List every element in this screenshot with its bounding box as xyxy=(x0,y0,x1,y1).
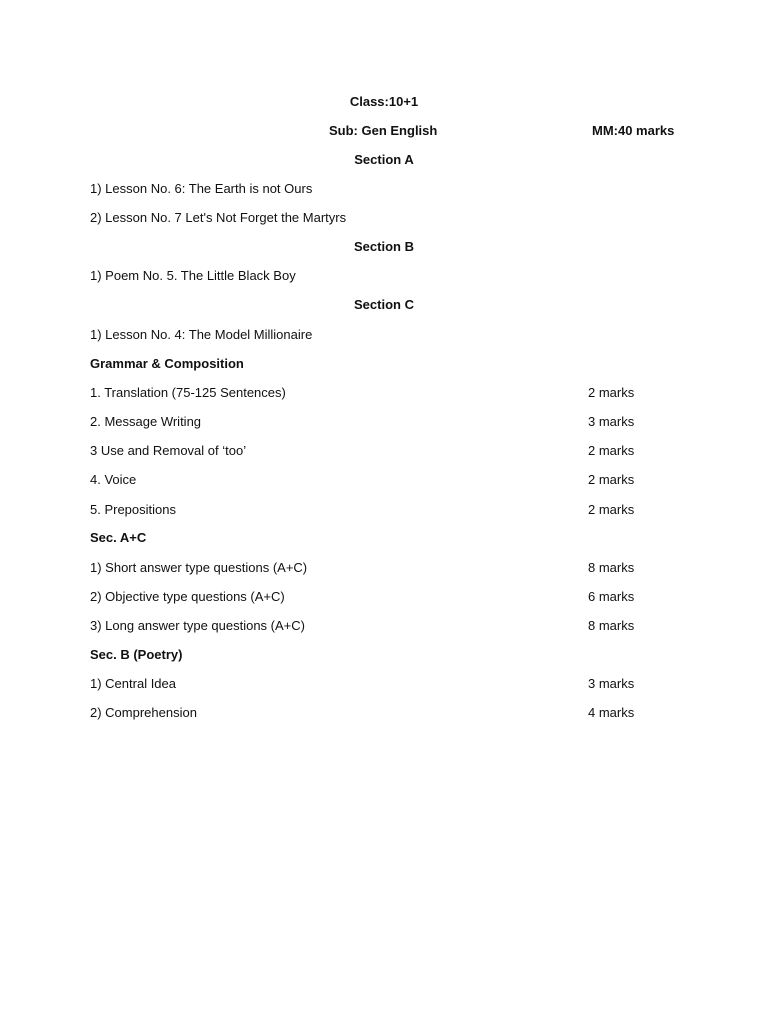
grammar-heading: Grammar & Composition xyxy=(90,356,244,371)
sec-ac-item-marks: 8 marks xyxy=(588,560,635,575)
grammar-item-marks: 2 marks xyxy=(588,502,635,517)
grammar-item-marks: 2 marks xyxy=(588,472,635,487)
section-b-heading: Section B xyxy=(354,239,414,254)
section-c-heading: Section C xyxy=(354,297,414,312)
sec-b-poetry-item-marks: 4 marks xyxy=(588,705,635,720)
sec-b-poetry-heading: Sec. B (Poetry) xyxy=(90,647,183,662)
subject-label: Sub: Gen English xyxy=(329,123,438,138)
sec-b-poetry-item-label: 2) Comprehension xyxy=(90,705,197,720)
max-marks-label: MM:40 marks xyxy=(592,123,675,138)
grammar-item-marks: 2 marks xyxy=(588,443,635,458)
sec-ac-item-marks: 6 marks xyxy=(588,589,635,604)
section-a-item: 1) Lesson No. 6: The Earth is not Ours xyxy=(90,181,313,196)
sec-ac-item-marks: 8 marks xyxy=(588,618,635,633)
sec-b-poetry-item-label: 1) Central Idea xyxy=(90,676,176,691)
grammar-item-label: 1. Translation (75-125 Sentences) xyxy=(90,385,286,400)
class-title: Class:10+1 xyxy=(349,94,419,109)
sec-b-poetry-item-marks: 3 marks xyxy=(588,676,635,691)
section-a-item: 2) Lesson No. 7 Let's Not Forget the Martyrs xyxy=(90,210,347,225)
grammar-item-label: 2. Message Writing xyxy=(90,414,202,429)
grammar-item-marks: 3 marks xyxy=(588,414,635,429)
section-b-item: 1) Poem No. 5. The Little Black Boy xyxy=(90,268,296,283)
sec-ac-item-label: 2) Objective type questions (A+C) xyxy=(90,589,285,604)
sec-ac-item-label: 3) Long answer type questions (A+C) xyxy=(90,618,305,633)
grammar-item-label: 4. Voice xyxy=(90,472,137,487)
grammar-item-label: 5. Prepositions xyxy=(90,502,176,517)
sec-ac-item-label: 1) Short answer type questions (A+C) xyxy=(90,560,308,575)
grammar-item-label: 3 Use and Removal of ‘too’ xyxy=(90,443,247,458)
section-c-item: 1) Lesson No. 4: The Model Millionaire xyxy=(90,327,313,342)
grammar-item-marks: 2 marks xyxy=(588,385,635,400)
section-a-heading: Section A xyxy=(354,152,414,167)
sec-ac-heading: Sec. A+C xyxy=(90,530,147,545)
